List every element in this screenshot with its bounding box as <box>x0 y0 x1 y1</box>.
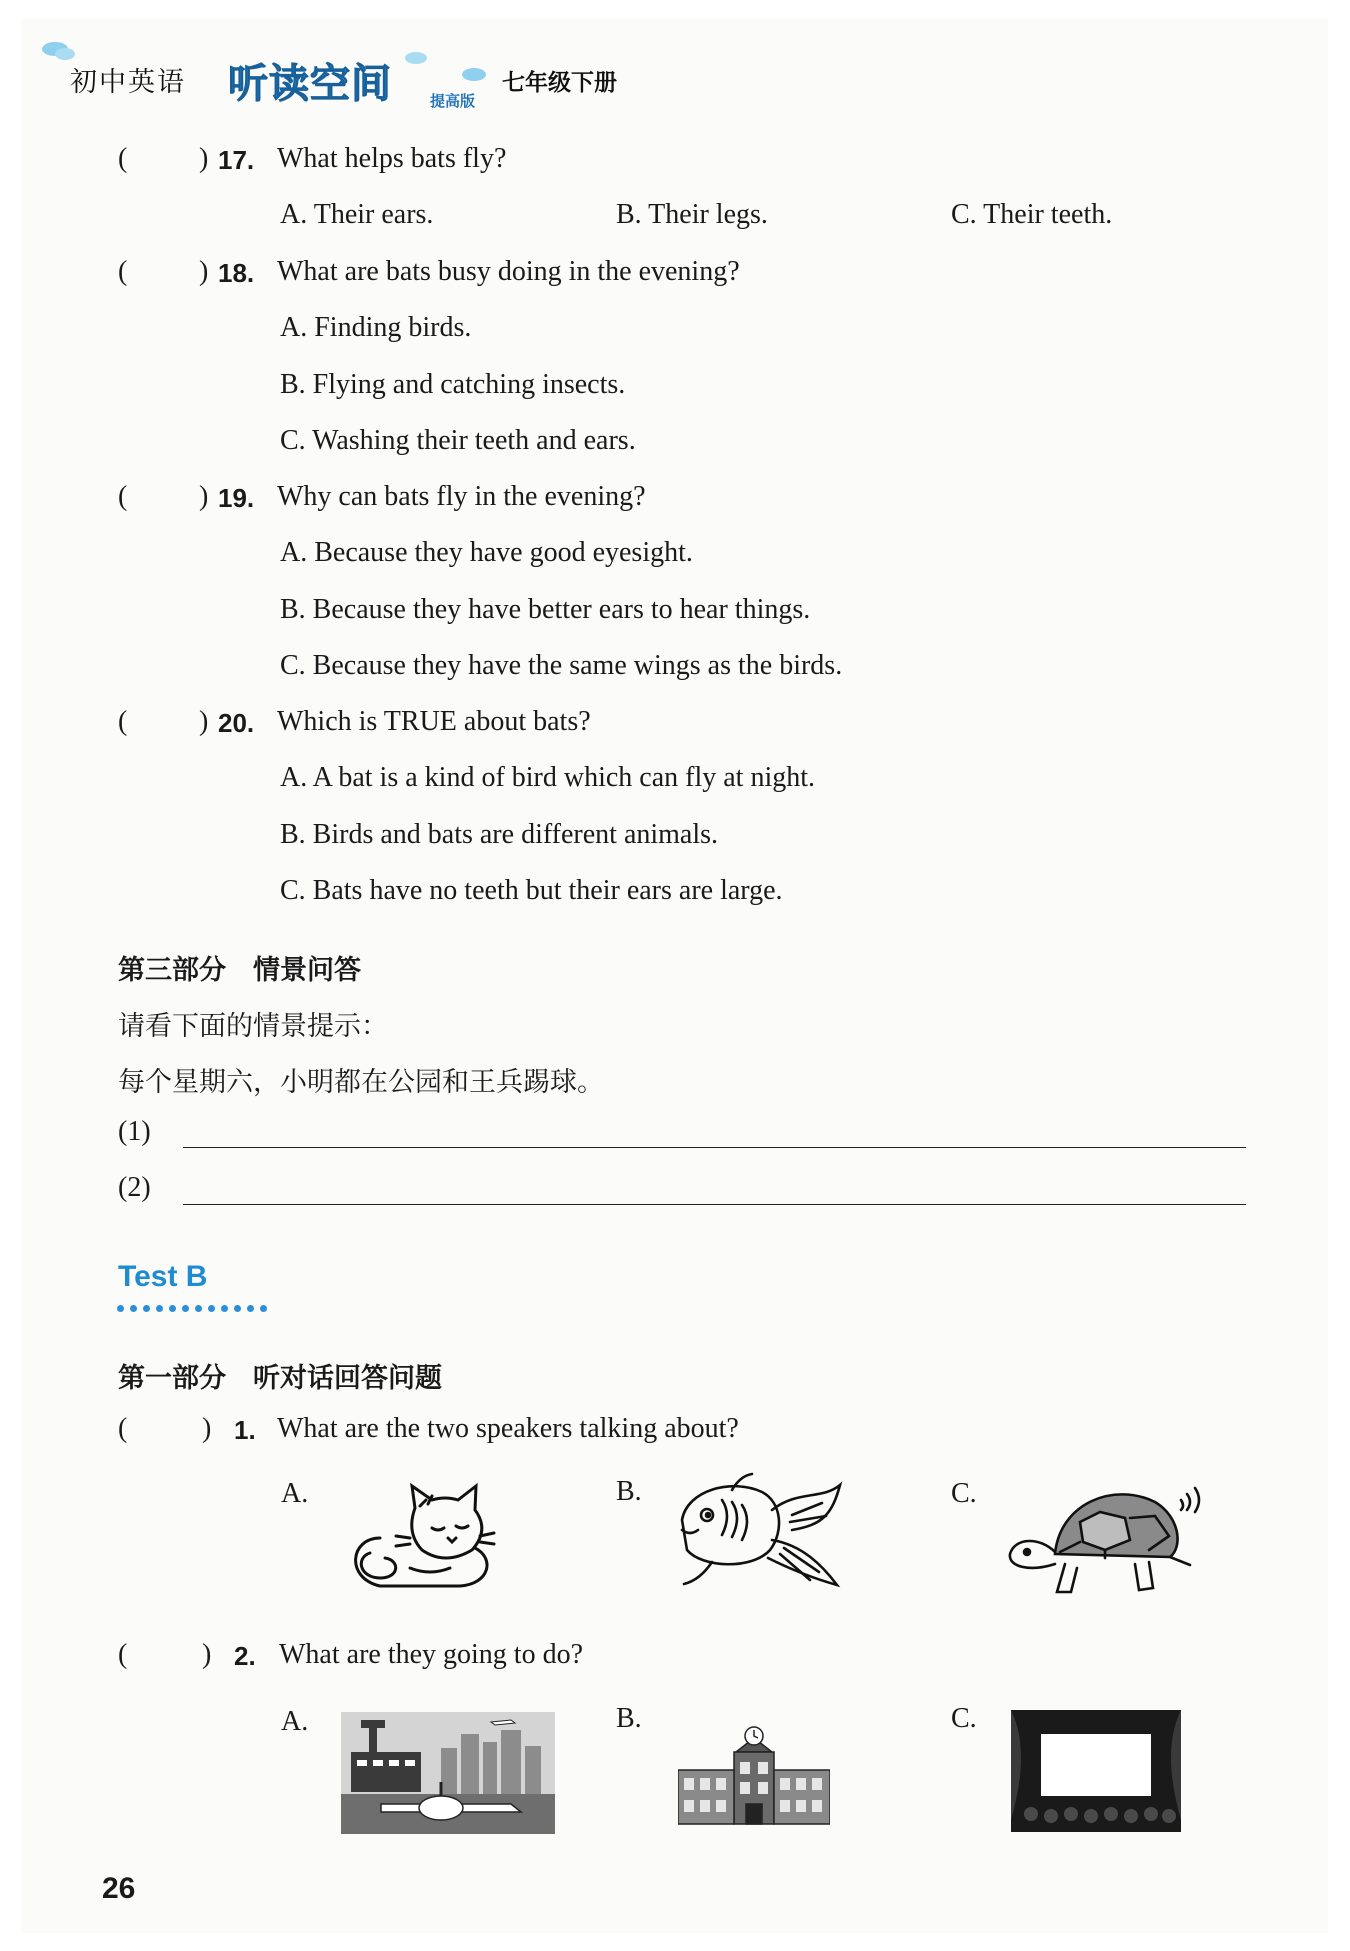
option-c-label: C. <box>951 1703 977 1734</box>
answer-line-2[interactable] <box>183 1204 1246 1205</box>
option-c: C. Washing their teeth and ears. <box>280 425 636 456</box>
answer-paren-close: ) <box>199 256 209 287</box>
option-b: B. Their legs. <box>616 199 768 230</box>
answer-paren-open: ( <box>118 256 128 287</box>
question-number: 1. <box>234 1415 256 1445</box>
turtle-icon <box>1005 1472 1205 1602</box>
question-text: What are bats busy doing in the evening? <box>277 256 740 287</box>
option-c-label: C. <box>951 1478 977 1509</box>
cinema-screen-icon <box>1011 1710 1181 1832</box>
option-a-label: A. <box>281 1706 309 1737</box>
grade-label: 七年级下册 <box>502 70 617 96</box>
option-b-label: B. <box>616 1703 642 1734</box>
page-number: 26 <box>102 1872 136 1905</box>
airport-icon <box>341 1712 555 1834</box>
option-a: A. Because they have good eyesight. <box>280 537 693 568</box>
question-number: 2. <box>234 1641 256 1671</box>
goldfish-icon <box>672 1470 844 1588</box>
option-c: C. Bats have no teeth but their ears are large. <box>280 875 783 906</box>
blank-label-1: (1) <box>118 1116 151 1147</box>
cloud-decoration <box>55 48 75 60</box>
cloud-decoration <box>405 52 427 64</box>
answer-paren-open: ( <box>118 706 128 737</box>
option-a: A. Their ears. <box>280 199 434 230</box>
edition-label: 提高版 <box>430 92 476 110</box>
answer-paren-close: ) <box>199 143 209 174</box>
cloud-decoration <box>462 68 486 81</box>
question-text: Which is TRUE about bats? <box>277 706 591 737</box>
answer-paren-open: ( <box>118 1639 128 1670</box>
question-number: 18. <box>218 258 255 288</box>
answer-paren-open: ( <box>118 143 128 174</box>
option-b-label: B. <box>616 1476 642 1507</box>
option-b: B. Flying and catching insects. <box>280 369 626 400</box>
cat-icon <box>340 1478 502 1594</box>
question-number: 19. <box>218 483 255 513</box>
option-a: A. Finding birds. <box>280 312 472 343</box>
section-title: 第一部分 听对话回答问题 <box>118 1363 442 1394</box>
question-text: What are they going to do? <box>279 1639 584 1670</box>
question-text: Why can bats fly in the evening? <box>277 481 646 512</box>
answer-paren-close: ) <box>199 706 209 737</box>
option-b: B. Because they have better ears to hear things. <box>280 594 811 625</box>
question-number: 20. <box>218 708 255 738</box>
test-b-title: Test B <box>118 1260 208 1293</box>
section-title: 第三部分 情景问答 <box>118 955 361 986</box>
brand-logo: 听读空间 <box>228 61 392 107</box>
answer-line-1[interactable] <box>183 1147 1246 1148</box>
question-text: What helps bats fly? <box>277 143 507 174</box>
option-c: C. Their teeth. <box>951 199 1113 230</box>
option-c: C. Because they have the same wings as the birds. <box>280 650 843 681</box>
scenario-text: 每个星期六，小明都在公园和王兵踢球。 <box>118 1067 604 1098</box>
option-a: A. A bat is a kind of bird which can fly at night. <box>280 762 816 793</box>
answer-paren-close: ) <box>199 481 209 512</box>
dotted-underline <box>117 1305 267 1312</box>
question-text: What are the two speakers talking about? <box>277 1413 739 1444</box>
option-a-label: A. <box>281 1478 309 1509</box>
answer-paren-open: ( <box>118 481 128 512</box>
answer-paren-close: ) <box>202 1639 212 1670</box>
answer-paren-close: ) <box>202 1413 212 1444</box>
blank-label-2: (2) <box>118 1172 151 1203</box>
series-title: 初中英语 <box>70 67 186 98</box>
school-building-icon <box>678 1724 830 1828</box>
question-number: 17. <box>218 145 255 175</box>
scenario-prompt: 请看下面的情景提示： <box>118 1011 388 1042</box>
answer-paren-open: ( <box>118 1413 128 1444</box>
option-b: B. Birds and bats are different animals. <box>280 819 719 850</box>
